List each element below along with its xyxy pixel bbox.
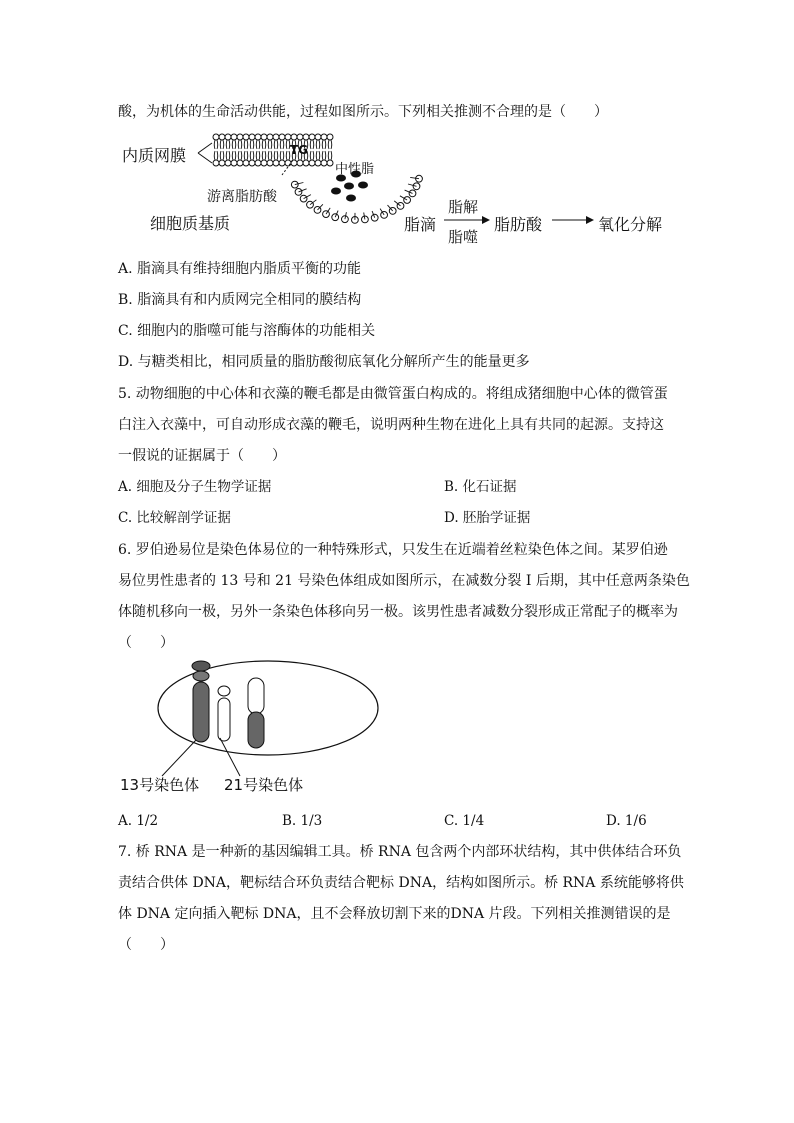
chromosome-21-label: 21号染色体: [224, 776, 304, 794]
intro-line: 酸，为机体的生命活动供能，过程如图所示。下列相关推测不合理的是（ ）: [118, 104, 608, 120]
cytoplasm-label: 细胞质基质: [150, 214, 231, 233]
tg-label: TG: [290, 143, 309, 157]
q7-stem-line-2: 责结合供体 DNA，靶标结合环负责结合靶标 DNA，结构如图所示。桥 RNA 系统能够将供: [118, 875, 684, 891]
q4-option-d: D. 与糖类相比，相同质量的脂肪酸彻底氧化分解所产生的能量更多: [118, 354, 530, 370]
q4-option-b: B. 脂滴具有和内质网完全相同的膜结构: [118, 292, 362, 308]
q4-option-a: A. 脂滴具有维持细胞内脂质平衡的功能: [118, 261, 362, 277]
q5-option-a: A. 细胞及分子生物学证据: [118, 479, 272, 495]
q5-option-d: D. 胚胎学证据: [444, 510, 531, 526]
q5-stem-line-1: 5. 动物细胞的中心体和衣藻的鞭毛都是由微管蛋白构成的。将组成猪细胞中心体的微管蛋: [118, 386, 668, 402]
q7-stem-line-1: 7. 桥 RNA 是一种新的基因编辑工具。桥 RNA 包含两个内部环状结构，其中供体结合环负: [118, 844, 682, 860]
lipid-droplet-diagram: [0, 130, 794, 270]
q6-option-b: B. 1/3: [282, 813, 323, 829]
free-fatty-acid-label: 游离脂肪酸: [207, 189, 277, 205]
q6-stem-line-2: 易位男性患者的 13 号和 21 号染色体组成如图所示，在减数分裂 I 后期，其中任意两条染色: [118, 573, 690, 589]
lipid-droplet-label: 脂滴: [404, 215, 437, 234]
q5-stem-line-2: 白注入衣藻中，可自动形成衣藻的鞭毛，说明两种生物在进化上具有共同的起源。支持这: [118, 417, 664, 433]
q7-stem-line-3: 体 DNA 定向插入靶标 DNA，且不会释放切割下来的DNA 片段。下列相关推测错误的是: [118, 906, 671, 922]
q7-stem-line-4: （ ）: [118, 937, 174, 953]
lipophagy-label: 脂噬: [448, 228, 479, 246]
q6-option-d: D. 1/6: [606, 813, 647, 829]
q5-stem-line-3: 一假说的证据属于（ ）: [118, 448, 286, 464]
q5-option-c: C. 比较解剖学证据: [118, 510, 231, 526]
lipolysis-label: 脂解: [448, 198, 479, 216]
chromosome-13-label: 13号染色体: [120, 776, 200, 794]
neutral-fat-label: 中性脂: [335, 162, 375, 177]
oxidation-label: 氧化分解: [598, 215, 663, 234]
q4-option-c: C. 细胞内的脂噬可能与溶酶体的功能相关: [118, 323, 376, 339]
q6-stem-line-4: （ ）: [118, 635, 174, 651]
q6-stem-line-3: 体随机移向一极，另外一条染色体移向另一极。该男性患者减数分裂形成正常配子的概率为: [118, 604, 678, 620]
q6-stem-line-1: 6. 罗伯逊易位是染色体易位的一种特殊形式，只发生在近端着丝粒染色体之间。某罗伯逊: [118, 542, 668, 558]
er-membrane-label: 内质网膜: [122, 146, 187, 165]
q5-option-b: B. 化石证据: [444, 479, 517, 495]
q6-option-c: C. 1/4: [444, 813, 485, 829]
q6-option-a: A. 1/2: [118, 813, 159, 829]
fatty-acid-label: 脂肪酸: [494, 215, 543, 234]
